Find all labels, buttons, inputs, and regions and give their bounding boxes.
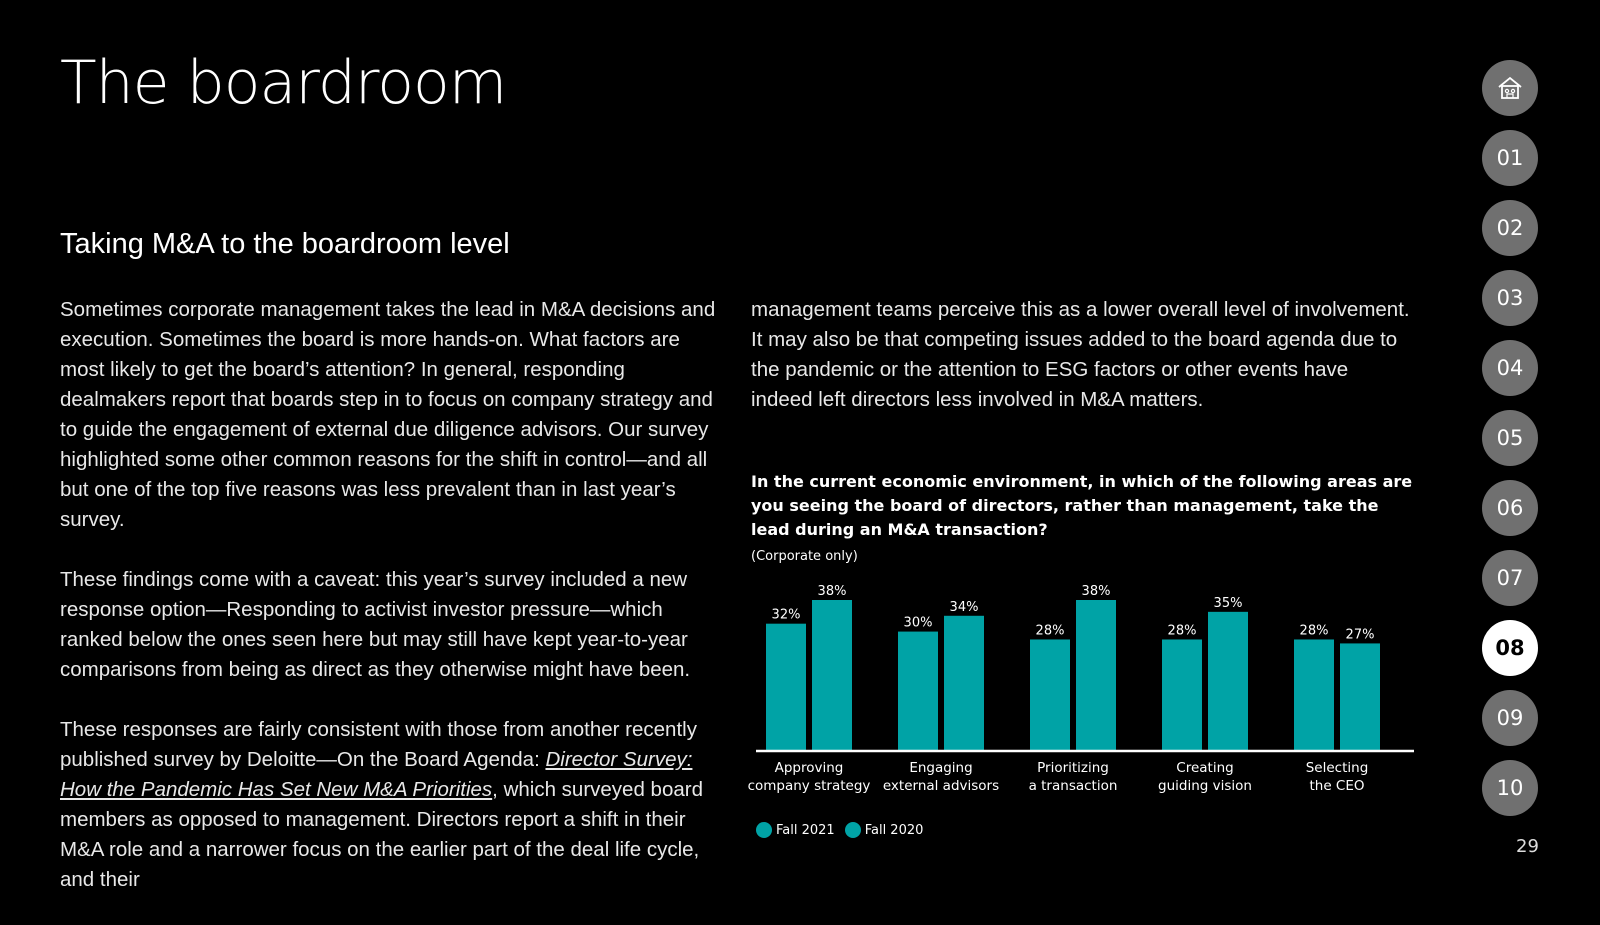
data-label-5-series-2: 27% [1345, 627, 1375, 643]
data-label-5-series-1: 28% [1299, 623, 1329, 639]
legend-item-2 [845, 822, 924, 838]
paragraph-2: These findings come with a caveat: this year’s survey included a new response option—Responding to activist investor pressure—which ranked below the ones seen here but may still have kept year-to-year comparisons from being as direct as they otherwise might have been. [60, 568, 691, 681]
data-label-1-series-2: 38% [817, 584, 847, 599]
page-title: The boardroom [60, 48, 507, 118]
data-label-3-series-1: 28% [1035, 623, 1065, 639]
chart-legend [756, 822, 923, 838]
paragraph-1: Sometimes corporate management takes the lead in M&A decisions and execution. Sometimes the board is more hands-on. What factors are most likely to get the board’s attention? In general, responding dealmakers report that boards step in to focus on company strategy and to guide the engagement of external due diligence advisors. Our survey highlighted some other common reasons for the shift in control—and all but one of the top five reasons was less prevalent than in last year’s survey. [60, 298, 716, 531]
legend-label-1: Fall 2021 [776, 822, 835, 838]
bar-1-series-1 [766, 624, 806, 750]
left-text-column [60, 295, 720, 925]
bar-chart [740, 570, 1420, 810]
category-label-5-line-2: the CEO [1309, 778, 1365, 794]
data-label-4-series-1: 28% [1167, 623, 1197, 639]
data-label-3-series-2: 38% [1081, 584, 1111, 599]
legend-label-2: Fall 2020 [864, 822, 924, 838]
category-label-3-line-1: Prioritizing [1037, 760, 1109, 776]
right-text-column [751, 295, 1411, 445]
nav-section-07[interactable]: 07 [1482, 550, 1538, 606]
data-label-2-series-1: 30% [903, 615, 933, 631]
bar-2-series-1 [898, 632, 938, 750]
category-label-1-line-2: company strategy [747, 778, 871, 794]
data-label-2-series-2: 34% [949, 599, 979, 615]
nav-section-05[interactable]: 05 [1482, 410, 1538, 466]
category-label-3-line-2: a transaction [1028, 778, 1118, 794]
nav-section-09[interactable]: 09 [1482, 690, 1538, 746]
category-label-5-line-1: Selecting [1305, 760, 1369, 776]
nav-section-03[interactable]: 03 [1482, 270, 1538, 326]
nav-section-01[interactable]: 01 [1482, 130, 1538, 186]
page-number: 29 [1516, 836, 1539, 857]
nav-section-02[interactable]: 02 [1482, 200, 1538, 256]
chart-note: (Corporate only) [751, 549, 858, 564]
chart-question: In the current economic environment, in which of the following areas are you seeing the board of directors, rather than management, take the lead during an M&A transaction? [751, 472, 1413, 539]
paragraph-3-intro: These responses are fairly consistent with those from another recently published survey by Deloitte—On the Board Agenda: [60, 718, 697, 771]
legend-swatch-1 [756, 822, 772, 838]
category-label-2-line-1: Engaging [909, 760, 973, 776]
category-label-4-line-2: guiding vision [1158, 778, 1252, 794]
bar-4-series-2 [1208, 612, 1248, 750]
director-survey-link[interactable]: Director Survey: How the Pandemic Has Set New M&A Priorities [60, 748, 693, 801]
nav-section-06[interactable]: 06 [1482, 480, 1538, 536]
data-label-1-series-1: 32% [771, 607, 801, 623]
bar-2-series-2 [944, 616, 984, 750]
nav-section-04[interactable]: 04 [1482, 340, 1538, 396]
paragraph-4: management teams perceive this as a lower overall level of involvement. It may also be that competing issues added to the board agenda due to the pandemic or the attention to ESG factors or other events have indeed left directors less involved in M&A matters. [751, 298, 1410, 411]
nav-section-08[interactable]: 08 [1482, 620, 1538, 676]
category-label-4-line-1: Creating [1176, 760, 1234, 776]
legend-swatch-2 [845, 822, 861, 838]
legend-item-1 [756, 822, 835, 838]
home-button[interactable] [1482, 60, 1538, 116]
home-icon [1495, 73, 1525, 103]
category-label-1-line-1: Approving [774, 760, 844, 776]
section-subtitle: Taking M&A to the boardroom level [60, 228, 510, 260]
data-label-4-series-2: 35% [1213, 595, 1243, 611]
bar-5-series-1 [1294, 639, 1334, 750]
paragraph-3-rest: , which surveyed board members as opposed to management. Directors report a shift in their M&A role and a narrower focus on the earlier part of the deal life cycle, and their [60, 778, 703, 891]
bar-4-series-1 [1162, 639, 1202, 750]
nav-section-10[interactable]: 10 [1482, 760, 1538, 816]
bar-5-series-2 [1340, 643, 1380, 750]
bar-1-series-2 [812, 600, 852, 750]
bar-3-series-1 [1030, 639, 1070, 750]
category-label-2-line-2: external advisors [882, 778, 1000, 794]
bar-3-series-2 [1076, 600, 1116, 750]
paragraph-3 [60, 715, 720, 895]
